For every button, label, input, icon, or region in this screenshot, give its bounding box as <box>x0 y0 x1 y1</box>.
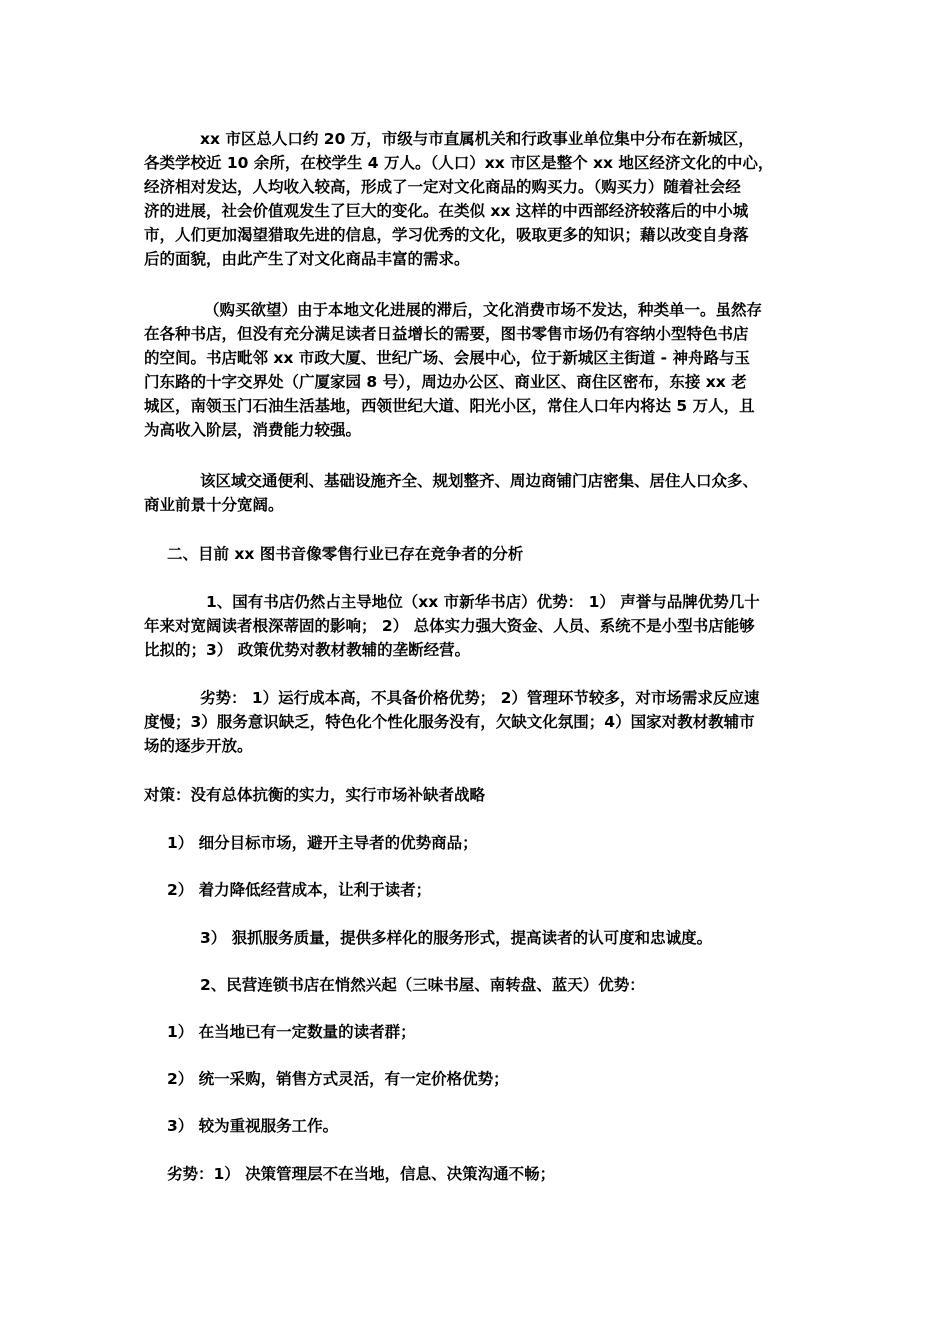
text-line: 在各种书店，但没有充分满足读者日益增长的需要，图书零售市场仍有容纳小型特色书店 <box>144 325 749 343</box>
text-line: 济的进展，社会价值观发生了巨大的变化。在类似 xx 这样的中西部经济较落后的中小城 <box>144 202 749 220</box>
advantage-item: 3） 较为重视服务工作。 <box>167 1117 339 1135</box>
text-line: 经济相对发达，人均收入较高，形成了一定对文化商品的购买力。（购买力）随着社会经 <box>144 178 741 196</box>
text-line: 为高收入阶层，消费能力较强。 <box>144 421 362 439</box>
paragraph-population <box>144 127 808 271</box>
strategy-line: 对策：没有总体抗衡的实力，实行市场补缺者战略 <box>144 786 486 804</box>
text-line: 该区域交通便利、基础设施齐全、规划整齐、周边商铺门店密集、居住人口众多、 <box>200 472 759 490</box>
strategy-item: 3） 狠抓服务质量，提供多样化的服务形式，提高读者的认可度和忠诚度。 <box>200 929 713 947</box>
text-line: （购买欲望）由于本地文化进展的滞后，文化消费市场不发达，种类单一。虽然存 <box>204 301 763 319</box>
text-line: 年来对宽阔读者根深蒂固的影响； 2） 总体实力强大资金、人员、系统不是小型书店能够 <box>144 617 755 635</box>
section-heading: 二、目前 xx 图书音像零售行业已存在竞争者的分析 <box>167 545 524 563</box>
text-line: 比拟的；3） 政策优势对教材教辅的垄断经营。 <box>144 641 471 659</box>
text-line: 市，人们更加渴望猎取先进的信息，学习优秀的文化，吸取更多的知识；藉以改变自身落 <box>144 226 749 244</box>
text-line: 场的逐步开放。 <box>144 737 253 755</box>
text-line: 门东路的十字交界处（广厦家园 8 号），周边办公区、商业区、商住区密布，东接 xx 老 <box>144 373 747 391</box>
paragraph-weakness <box>144 686 808 758</box>
text-line: xx 市区总人口约 20 万，市级与市直属机关和行政事业单位集中分布在新城区， <box>200 130 754 148</box>
advantage-item: 1） 在当地已有一定数量的读者群； <box>167 1023 416 1041</box>
paragraph-state-bookstore <box>144 590 808 662</box>
strategy-item: 1） 细分目标市场，避开主导者的优势商品； <box>167 834 478 852</box>
strategy-item: 2） 着力降低经营成本，让利于读者； <box>167 881 432 899</box>
text-line: 劣势： 1）运行成本高，不具备价格优势； 2）管理环节较多，对市场需求反应速 <box>200 689 760 707</box>
text-line: 城区，南领玉门石油生活基地，西领世纪大道、阳光小区，常住人口年内将达 5 万人，且 <box>144 397 755 415</box>
text-line: 后的面貌，由此产生了对文化商品丰富的需求。 <box>144 250 470 268</box>
paragraph-area <box>144 469 808 517</box>
text-line: 的空间。书店毗邻 xx 市政大厦、世纪广场、会展中心，位于新城区主街道 - 神舟路与玉 <box>144 349 751 367</box>
advantage-item: 2） 统一采购，销售方式灵活，有一定价格优势； <box>167 1070 509 1088</box>
text-line: 各类学校近 10 余所，在校学生 4 万人。（人口）xx 市区是整个 xx 地区经济文化的中心， <box>144 154 774 172</box>
text-line: 商业前景十分宽阔。 <box>144 496 284 514</box>
text-line: 1、国有书店仍然占主导地位（xx 市新华书店）优势： 1） 声誉与品牌优势几十 <box>206 593 760 611</box>
weakness-line: 劣势：1） 决策管理层不在当地，信息、决策沟通不畅； <box>167 1165 556 1183</box>
text-line: 度慢；3）服务意识缺乏，特色化个性化服务没有，欠缺文化氛围；4）国家对教材教辅市 <box>144 713 755 731</box>
subsection-heading: 2、民营连锁书店在悄然兴起（三味书屋、南转盘、蓝天）优势： <box>200 976 645 994</box>
paragraph-purchase-desire <box>144 298 808 442</box>
